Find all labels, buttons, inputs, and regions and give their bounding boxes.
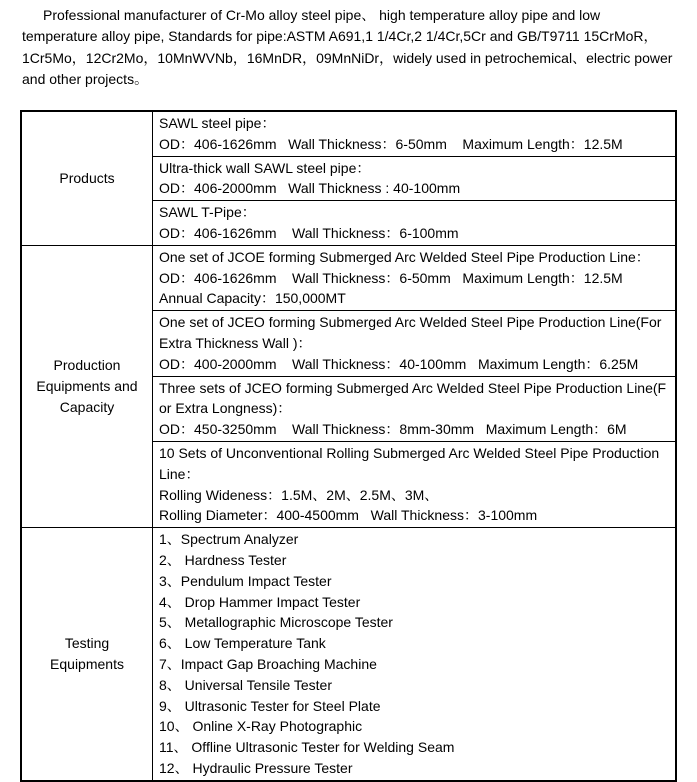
spec-line: Rolling Diameter：400-4500mm Wall Thickness：3-100mm [159, 507, 538, 524]
section-label-line: Equipments and [36, 378, 138, 395]
section-label-line: Testing [64, 635, 110, 652]
equipment-list-item: 10、 Online X-Ray Photographic [159, 718, 363, 735]
table-row [153, 157, 675, 202]
equipment-list-item: 7、Impact Gap Broaching Machine [159, 655, 377, 672]
equipment-list-item: 4、 Drop Hammer Impact Tester [159, 593, 361, 610]
spec-line: 10 Sets of Unconventional Rolling Submerged Arc Welded Steel Pipe Production [159, 444, 660, 461]
table-row [153, 112, 675, 157]
table-section-products [22, 112, 675, 245]
intro-paragraph [22, 5, 682, 91]
spec-line: OD：406-1626mm Wall Thickness：6-50mm Maximum Length：12.5M [159, 269, 623, 286]
equipment-list-item: 6、 Low Temperature Tank [159, 635, 326, 652]
table-row [153, 442, 675, 527]
spec-line: OD：406-1626mm Wall Thickness：6-100mm [159, 224, 459, 241]
section-label-line: Capacity [59, 398, 115, 415]
spec-line: OD：406-2000mm Wall Thickness : 40-100mm [159, 180, 461, 197]
spec-line: Annual Capacity：150,000MT [159, 290, 346, 307]
spec-line: OD：450-3250mm Wall Thickness：8mm-30mm Maximum Length：6M [159, 421, 627, 438]
table-row [153, 377, 675, 442]
table-row [153, 311, 675, 376]
spec-line: SAWL T-Pipe： [159, 204, 256, 221]
equipment-list-item: 9、 Ultrasonic Tester for Steel Plate [159, 697, 381, 714]
table-row [153, 201, 675, 245]
intro-line: 1Cr5Mo，12Cr2Mo，10MnWVNb，16MnDR，09MnNiDr，widely used in petrochemical、electric power [22, 49, 673, 66]
section-label-line: Equipments [50, 655, 124, 672]
section-content-testing-equipments [153, 528, 675, 780]
equipment-list-item: 2、 Hardness Tester [159, 551, 287, 568]
spec-line: Rolling Wideness：1.5M、2M、2.5M、3M、 [159, 486, 439, 503]
table-row [153, 246, 675, 311]
equipment-list-item: 8、 Universal Tensile Tester [159, 676, 333, 693]
spec-line: Three sets of JCEO forming Submerged Arc Welded Steel Pipe Production Line(F [159, 379, 667, 396]
spec-line: One set of JCOE forming Submerged Arc Welded Steel Pipe Production Line： [159, 248, 650, 265]
section-content-production-equipments [153, 246, 675, 527]
spec-line: One set of JCEO forming Submerged Arc Welded Steel Pipe Production Line(For [159, 314, 662, 331]
spec-line: OD：400-2000mm Wall Thickness：40-100mm Maximum Length：6.25M [159, 355, 639, 372]
spec-line: SAWL steel pipe： [159, 115, 276, 131]
equipment-list-item: 3、Pendulum Impact Tester [159, 572, 332, 589]
table-section-production-equipments [22, 245, 675, 527]
spec-line: Line： [159, 465, 200, 482]
section-label-line: Production [53, 357, 121, 374]
section-label-testing-equipments [22, 528, 153, 780]
equipment-list-item: 5、 Metallographic Microscope Tester [159, 614, 393, 631]
intro-line: Professional manufacturer of Cr-Mo alloy steel pipe、 high temperature alloy pipe and low [43, 7, 601, 23]
equipment-list-item: 11、 Offline Ultrasonic Tester for Welding Seam [159, 739, 455, 756]
section-content-products [153, 112, 675, 245]
spec-line: Extra Thickness Wall )： [159, 334, 312, 351]
spec-line: OD：406-1626mm Wall Thickness：6-50mm Maximum Length：12.5M [159, 135, 623, 152]
section-label-production-equipments [22, 246, 153, 527]
intro-line: temperature alloy pipe, Standards for pipe:ASTM A691,1 1/4Cr,2 1/4Cr,5Cr and GB/T9711 15CrMoR， [22, 28, 658, 45]
section-label-products [22, 112, 153, 245]
intro-line: and other projects。 [22, 71, 149, 88]
section-label-line: Products [59, 169, 115, 186]
spec-line: Ultra-thick wall SAWL steel pipe： [159, 159, 371, 176]
table-row [153, 528, 675, 780]
equipment-list-item: 1、Spectrum Analyzer [159, 531, 299, 548]
equipment-list-item: 12、 Hydraulic Pressure Tester [159, 759, 353, 776]
table-section-testing-equipments [22, 527, 675, 780]
spec-line: or Extra Longness)： [159, 400, 292, 417]
spec-table [20, 110, 677, 782]
